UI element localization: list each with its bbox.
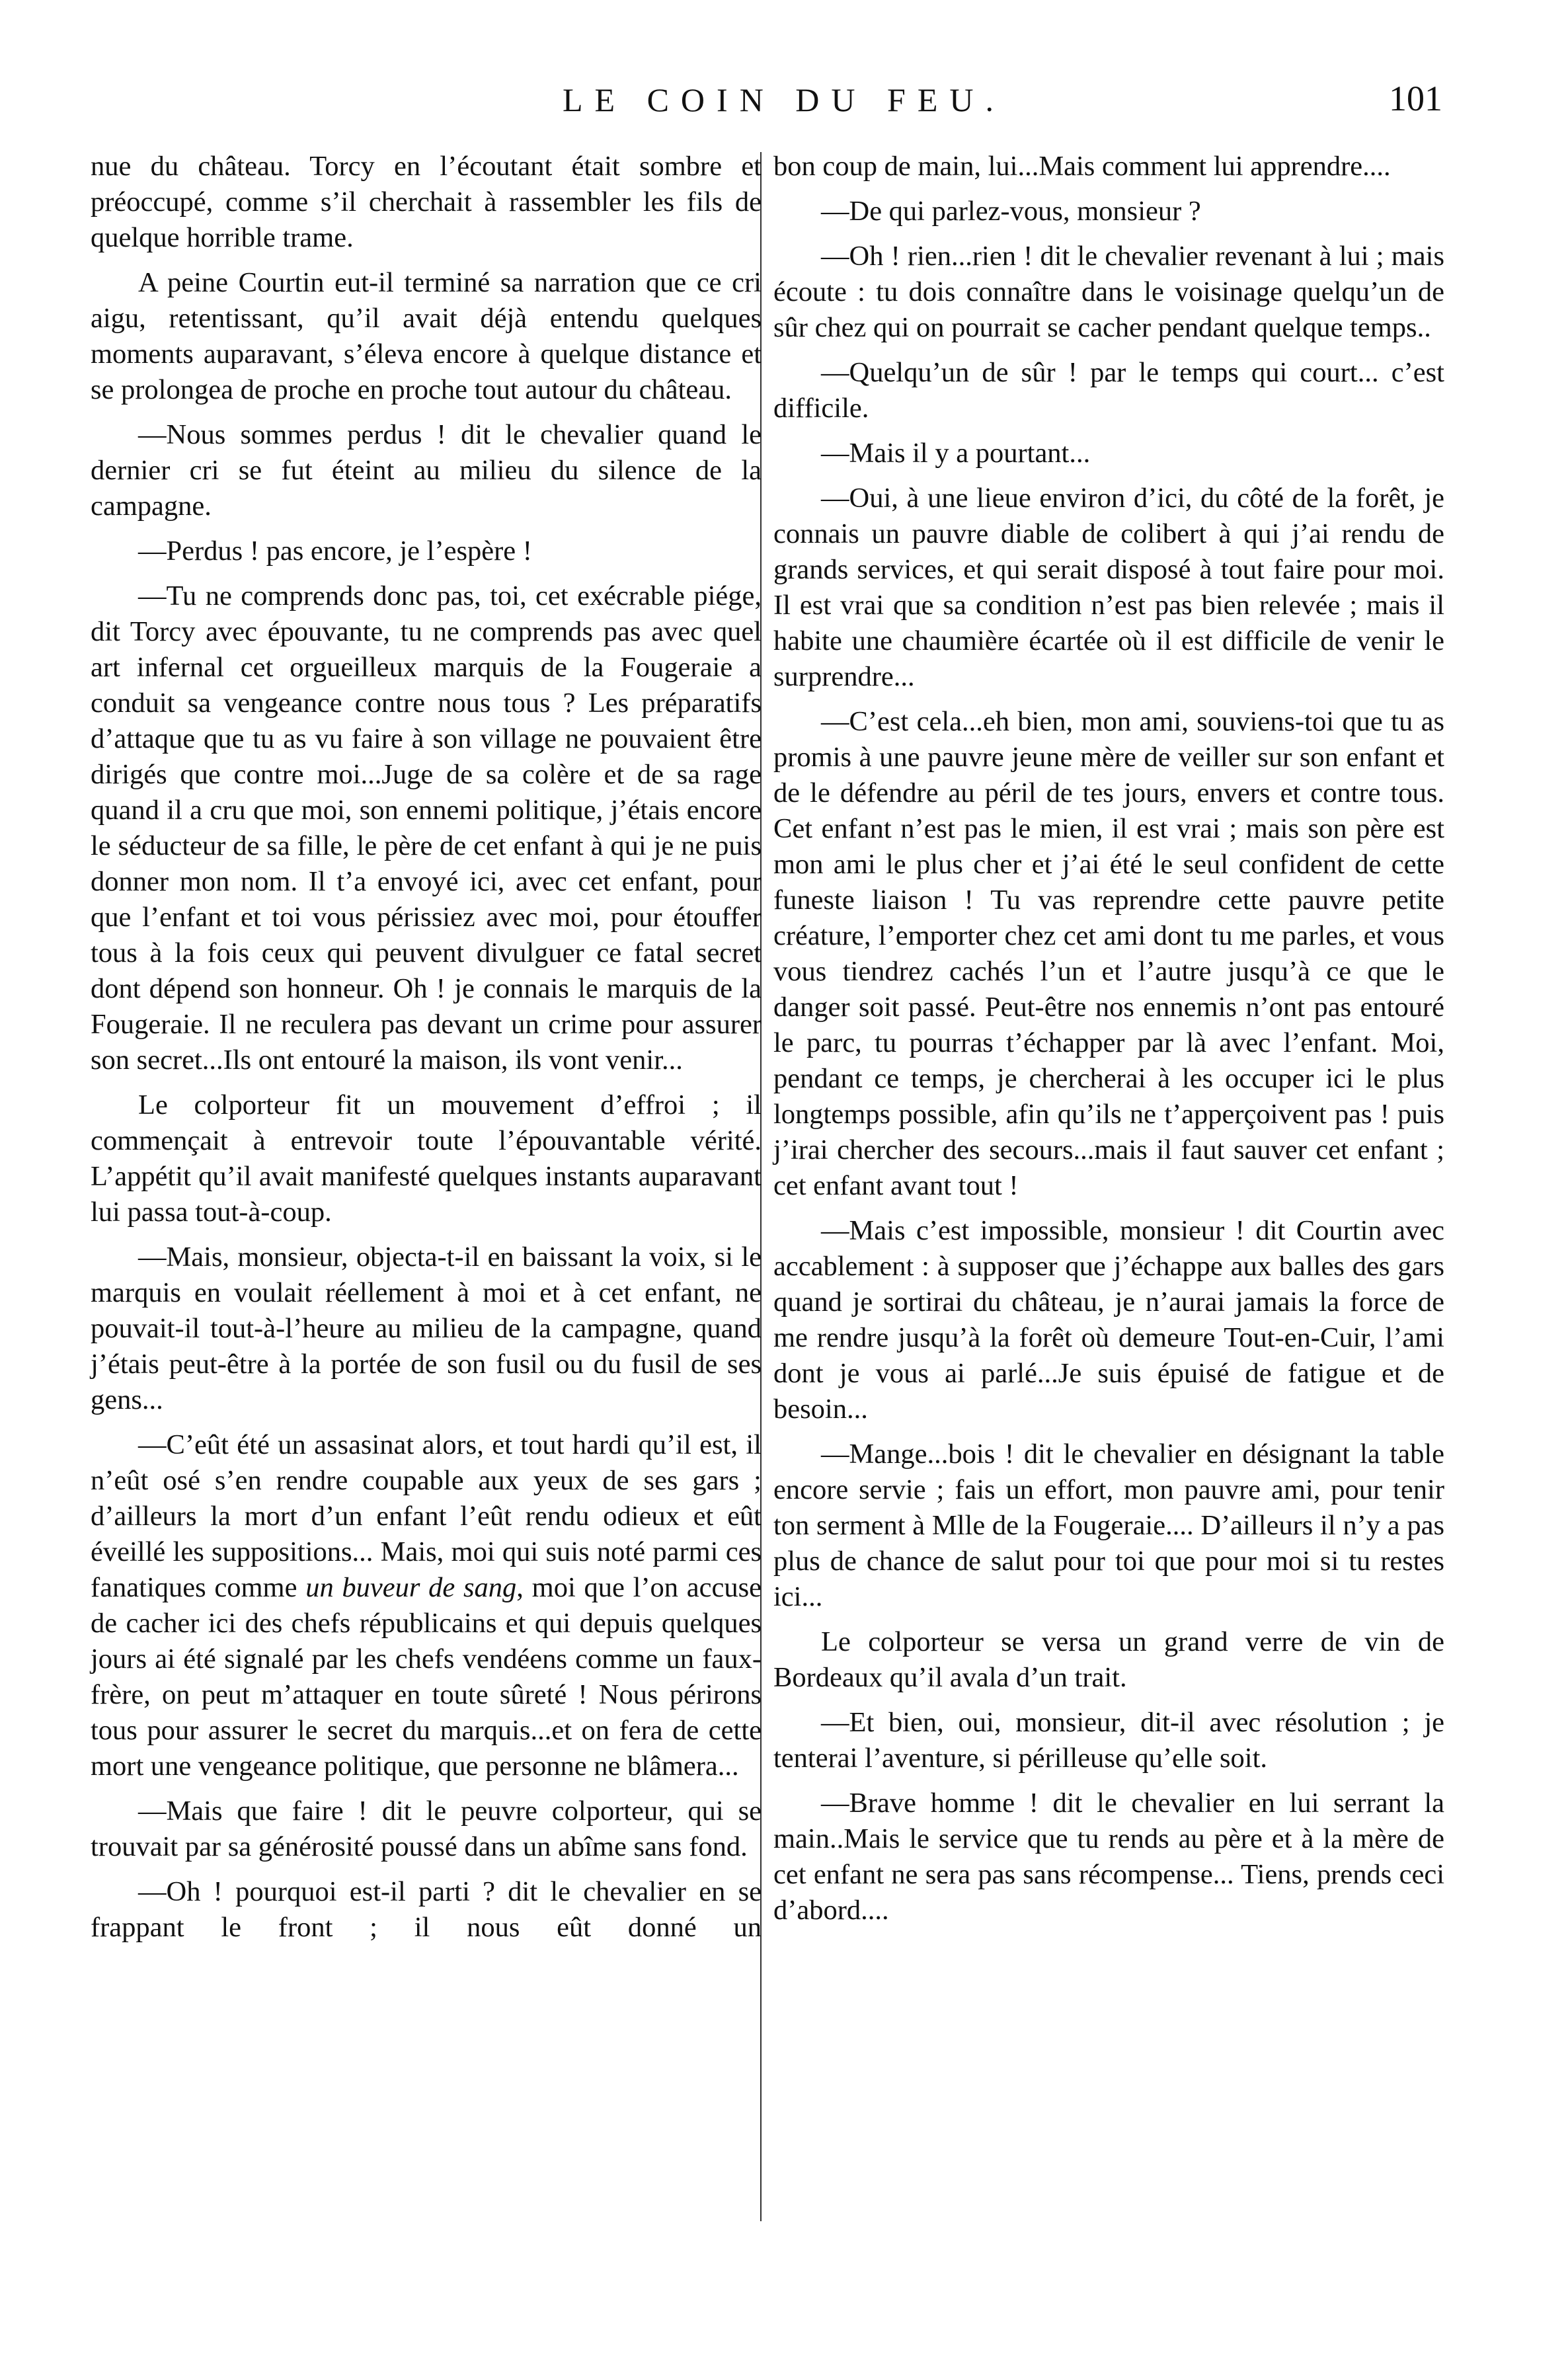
paragraph: —Et bien, oui, monsieur, dit-il avec résolution ; je tenterai l’aventure, si périlleuse qu’elle soit. — [773, 1707, 1444, 1774]
italic-phrase: un buveur de sang — [305, 1572, 517, 1603]
paragraph: Le colporteur se versa un grand verre de vin de Bordeaux qu’il avala d’un trait. — [773, 1626, 1444, 1693]
right-column — [773, 149, 1444, 1938]
paragraph: —Perdus ! pas encore, je l’espère ! — [138, 535, 532, 567]
paragraph: —Mais, monsieur, objecta-t-il en baissant la voix, si le marquis en voulait réellement à moi et à cet enfant, ne pouvait-il tout-à-l’heure au milieu de la campagne, quand j’étais peut-être à la portée de son fusil ou du fusil de ses gens... — [91, 1242, 762, 1415]
left-column — [91, 149, 762, 1955]
paragraph: nue du château. Torcy en l’écoutant était sombre et préoccupé, comme s’il cherchait à rassembler les fils de quelque horrible trame. — [91, 151, 762, 253]
paragraph: —Mais que faire ! dit le peuvre colporteur, qui se trouvait par sa générosité poussé dans un abîme sans fond. — [91, 1795, 762, 1862]
paragraph: —Quelqu’un de sûr ! par le temps qui court... c’est difficile. — [773, 357, 1444, 424]
paragraph: A peine Courtin eut-il terminé sa narration que ce cri aigu, retentissant, qu’il avait déjà entendu quelques moments auparavant, s’éleva encore à quelque distance et se prolongea de proche en proche tout autour du château. — [91, 267, 762, 405]
paragraph: —De qui parlez-vous, monsieur ? — [821, 196, 1201, 227]
paragraph: —Mais il y a pourtant... — [821, 438, 1091, 469]
paragraph: bon coup de main, lui...Mais comment lui apprendre.... — [773, 151, 1391, 182]
paragraph: —Oh ! rien...rien ! dit le chevalier revenant à lui ; mais écoute : tu dois connaître dans le voisinage quelqu’un de sûr chez qui on pourrait se cacher pendant quelque temps.. — [773, 241, 1444, 343]
paragraph: —Nous sommes perdus ! dit le chevalier quand le dernier cri se fut éteint au milieu du silence de la campagne. — [91, 419, 762, 522]
paragraph: —Oui, à une lieue environ d’ici, du côté de la forêt, je connais un pauvre diable de colibert à qui j’ai rendu de grands services, et qui serait disposé à tout faire pour moi. Il est vrai que sa condition n’est pas bien relevée ; mais il habite une chaumière écartée où il est difficile de venir le surprendre... — [773, 483, 1444, 692]
page-header — [0, 78, 1568, 131]
paragraph: —Mais c’est impossible, monsieur ! dit Courtin avec accablement : à supposer que j’échappe aux balles des gars quand je sortirai du château, je n’aurai jamais la force de me rendre jusqu’à la forêt où demeure Tout-en-Cuir, l’ami dont je vous ai parlé...Je suis épuisé de fatigue et de besoin... — [773, 1215, 1444, 1425]
paragraph: —Mange...bois ! dit le chevalier en désignant la table encore servie ; fais un effort, mon pauvre ami, pour tenir ton serment à Mlle de la Fougeraie.... D’ailleurs il n’y a pas plus de chance de salut pour toi que pour moi si tu restes ici... — [773, 1439, 1444, 1612]
paragraph: —C’eût été un assasinat alors, et tout hardi qu’il est, il n’eût osé s’en rendre coupable aux yeux de ses gars ; d’ailleurs la mort d’un enfant l’eût rendu odieux et eût éveillé les suppositions... Mais, moi qui suis noté parmi ces fanatiques comme un buveur de sang, moi que l’on accuse de cacher ici des chefs républicains et qui depuis quelques jours ai été signalé par les chefs vendéens comme un faux-frère, on peut m’attaquer en toute sûreté ! Nous périrons tous pour assurer le secret du marquis...et on fera de cette mort une vengeance politique, que personne ne blâmera... — [91, 1429, 762, 1782]
paragraph: —C’est cela...eh bien, mon ami, souviens-toi que tu as promis à une pauvre jeune mère de veiller sur son enfant et de le défendre au péril de tes jours, envers et contre tous. Cet enfant n’est pas le mien, il est vrai ; mais son père est mon ami le plus cher et j’ai été le seul confident de cette funeste liaison ! Tu vas reprendre cette pauvre petite créature, l’emporter chez cet ami dont tu me parles, et vous vous tiendrez cachés l’un et l’autre jusqu’à ce que le danger soit passé. Peut-être nos ennemis n’ont pas entouré le parc, tu pourras t’échapper par là avec l’enfant. Moi, pendant ce temps, je chercherai à les occuper ici le plus longtemps possible, afin qu’ils ne t’apperçoivent pas ! puis j’irai chercher des secours...mais il faut sauver cet enfant ; cet enfant avant tout ! — [773, 706, 1444, 1201]
paragraph: —Oh ! pourquoi est-il parti ? dit le chevalier en se frappant le front ; il nous eût donné un — [91, 1876, 762, 1943]
running-title: LE COIN DU FEU. — [563, 81, 1005, 118]
paragraph: —Tu ne comprends donc pas, toi, cet exécrable piége, dit Torcy avec épouvante, tu ne comprends pas avec quel art infernal cet orgueilleux marquis de la Fougeraie a conduit sa vengeance contre nous tous ? Les préparatifs d’attaque que tu as vu faire à son village ne pouvaient être dirigés que contre moi...Juge de sa colère et de sa rage quand il a cru que moi, son ennemi politique, j’étais encore le séducteur de sa fille, le père de cet enfant à qui je ne puis donner mon nom. Il t’a envoyé ici, avec cet enfant, pour que l’enfant et toi vous périssiez avec moi, pour étouffer tous à la fois ceux qui peuvent divulguer ce fatal secret dont dépend son honneur. Oh ! je connais le marquis de la Fougeraie. Il ne reculera pas devant un crime pour assurer son secret...Ils ont entouré la maison, ils vont venir... — [91, 580, 762, 1076]
paragraph: Le colporteur fit un mouvement d’effroi ; il commençait à entrevoir toute l’épouvantable vérité. L’appétit qu’il avait manifesté quelques instants auparavant lui passa tout-à-coup. — [91, 1089, 762, 1228]
paragraph: —Brave homme ! dit le chevalier en lui serrant la main..Mais le service que tu rends au père et à la mère de cet enfant ne sera pas sans récompense... Tiens, prends ceci d’abord.... — [773, 1788, 1444, 1926]
page-number: 101 — [1389, 79, 1442, 118]
